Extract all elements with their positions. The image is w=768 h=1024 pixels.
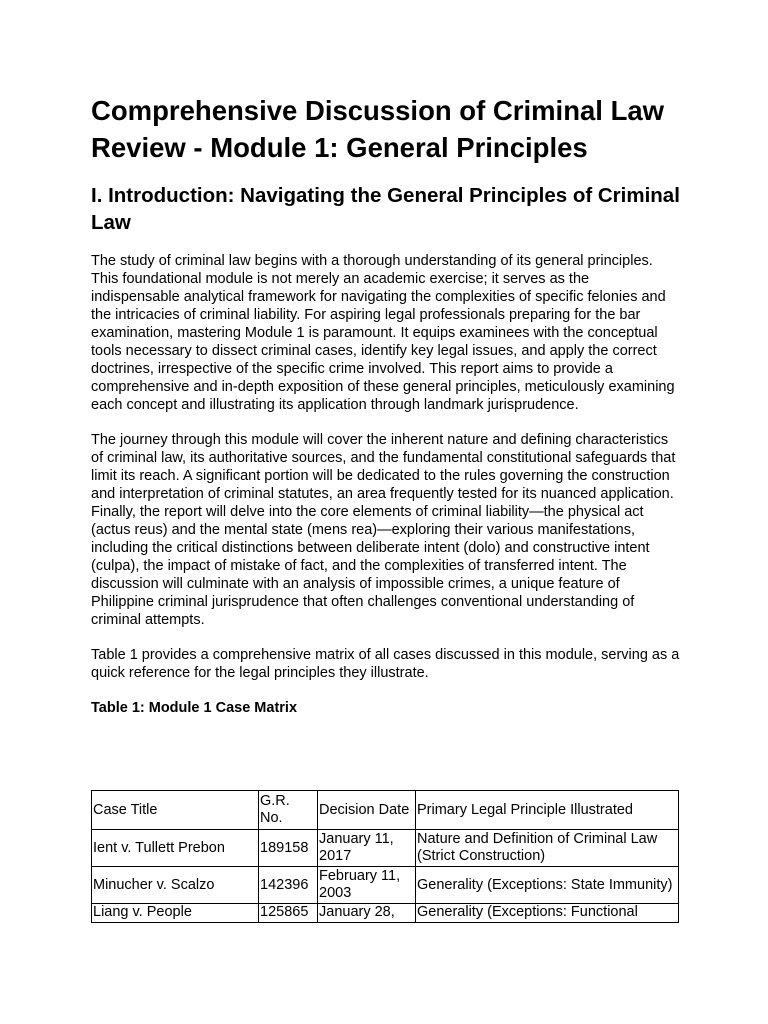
intro-paragraph-2: The journey through this module will cover the inherent nature and defining characteristics of criminal law, its authoritative sources, and the fundamental constitutional safeguards that limit its reach. A significant portion will be dedicated to the rules governing the construction and interpretation of criminal statutes, an area frequently tested for its nuanced application. Finally, the report will delve into the core elements of criminal liability—the physical act (actus reus) and the mental state (mens rea)—exploring their various manifestations, including the critical distinctions between deliberate intent (dolo) and constructive intent (culpa), the impact of mistake of fact, and the complexities of transferred intent. The discussion will culminate with an analysis of impossible crimes, a unique feature of Philippine criminal jurisprudence that often challenges conventional understanding of criminal attempts. bbox=[91, 432, 676, 628]
cell-case-title: Ient v. Tullett Prebon bbox=[92, 830, 259, 867]
case-matrix-table bbox=[91, 790, 679, 923]
cell-gr-no: 125865 bbox=[259, 904, 318, 923]
cell-gr-no: 189158 bbox=[259, 830, 318, 867]
document-title: Comprehensive Discussion of Criminal Law Review - Module 1: General Principles bbox=[91, 95, 665, 163]
cell-legal-principle: Generality (Exceptions: State Immunity) bbox=[416, 867, 679, 904]
cell-gr-no: 142396 bbox=[259, 867, 318, 904]
intro-paragraph-1: The study of criminal law begins with a thorough understanding of its general principles. This foundational module is not merely an academic exercise; it serves as the indispensable analytical framework for navigating the complexities of specific felonies and the intricacies of criminal liability. For aspiring legal professionals preparing for the bar examination, mastering Module 1 is paramount. It equips examinees with the conceptual tools necessary to dissect criminal cases, identify key legal issues, and apply the correct doctrines, irrespective of the specific crime involved. This report aims to provide a comprehensive and in-depth exposition of these general principles, meticulously examining each concept and illustrating its application through landmark jurisprudence. bbox=[91, 253, 675, 413]
table-header-row bbox=[92, 791, 679, 830]
cell-decision-date: January 11, 2017 bbox=[318, 830, 416, 867]
cell-case-title: Liang v. People bbox=[92, 904, 259, 923]
table-row bbox=[92, 904, 679, 923]
header-case-title: Case Title bbox=[92, 791, 259, 830]
header-legal-principle: Primary Legal Principle Illustrated bbox=[416, 791, 679, 830]
document-page bbox=[91, 92, 681, 920]
cell-legal-principle: Generality (Exceptions: Functional bbox=[416, 904, 679, 923]
table-row bbox=[92, 867, 679, 904]
cell-decision-date: February 11, 2003 bbox=[318, 867, 416, 904]
intro-paragraph-3: Table 1 provides a comprehensive matrix of all cases discussed in this module, serving as a quick reference for the legal principles they illustrate. bbox=[91, 647, 680, 681]
table-caption: Table 1: Module 1 Case Matrix bbox=[91, 700, 298, 716]
cell-case-title: Minucher v. Scalzo bbox=[92, 867, 259, 904]
cell-legal-principle: Nature and Definition of Criminal Law (Strict Construction) bbox=[416, 830, 679, 867]
cell-decision-date: January 28, bbox=[318, 904, 416, 923]
table-row bbox=[92, 830, 679, 867]
header-decision-date: Decision Date bbox=[318, 791, 416, 830]
header-gr-no: G.R. No. bbox=[259, 791, 318, 830]
section-heading: I. Introduction: Navigating the General Principles of Criminal Law bbox=[91, 184, 680, 234]
